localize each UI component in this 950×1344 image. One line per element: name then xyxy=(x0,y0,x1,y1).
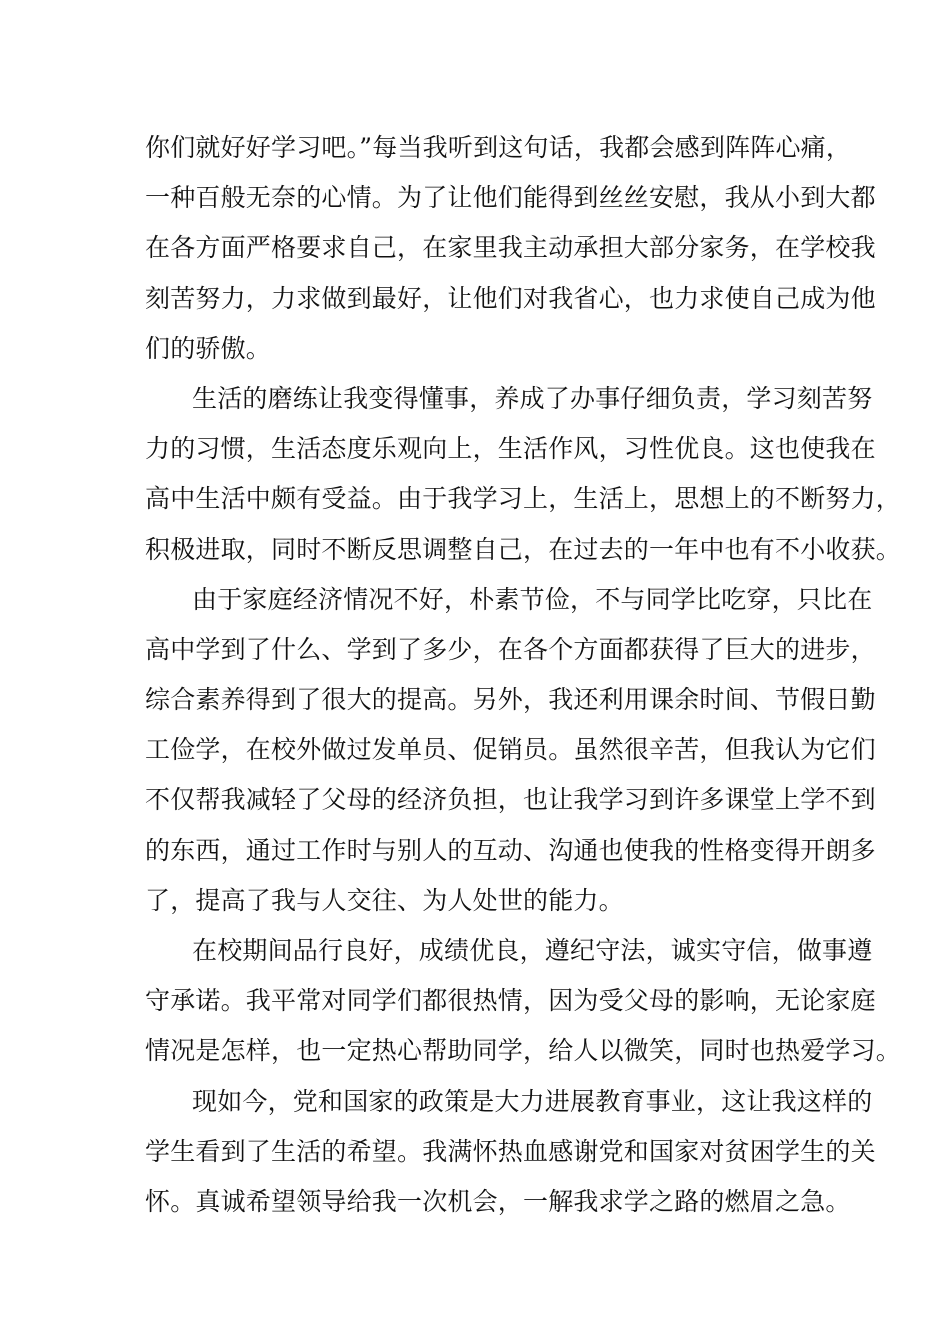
text-line: 综合素养得到了很大的提高。另外，我还利用课余时间、节假日勤 xyxy=(145,685,876,715)
text-line: 们的骄傲。 xyxy=(145,333,272,363)
paragraph-first-line: 生活的磨练让我变得懂事，养成了办事仔细负责，学习刻苦努 xyxy=(192,383,873,413)
text-line: 高中学到了什么、学到了多少，在各个方面都获得了巨大的进步， xyxy=(145,634,876,664)
text-line: 高中生活中颇有受益。由于我学习上，生活上，思想上的不断努力， xyxy=(145,484,902,514)
text-line: 一种百般无奈的心情。为了让他们能得到丝丝安慰，我从小到大都 xyxy=(145,183,876,213)
text-line: 在各方面严格要求自己，在家里我主动承担大部分家务，在学校我 xyxy=(145,233,876,263)
text-line: 的东西，通过工作时与别人的互动、沟通也使我的性格变得开朗多 xyxy=(145,835,876,865)
text-line: 学生看到了生活的希望。我满怀热血感谢党和国家对贫困学生的关 xyxy=(145,1136,876,1166)
paragraph-first-line: 由于家庭经济情况不好，朴素节俭，不与同学比吃穿，只比在 xyxy=(192,584,873,614)
text-line: 情况是怎样，也一定热心帮助同学，给人以微笑，同时也热爱学习。 xyxy=(145,1036,902,1066)
paragraph-first-line: 现如今，党和国家的政策是大力进展教育事业，这让我这样的 xyxy=(192,1086,873,1116)
text-line: 了，提高了我与人交往、为人处世的能力。 xyxy=(145,885,624,915)
text-line: 刻苦努力，力求做到最好，让他们对我省心，也力求使自己成为他 xyxy=(145,283,876,313)
body-text xyxy=(145,123,902,1227)
paragraph-first-line: 在校期间品行良好，成绩优良，遵纪守法，诚实守信，做事遵 xyxy=(192,936,873,965)
text-line: 积极进取，同时不断反思调整自己，在过去的一年中也有不小收获。 xyxy=(145,534,902,564)
text-line: 守承诺。我平常对同学们都很热情，因为受父母的影响，无论家庭 xyxy=(145,986,876,1016)
text-line: 怀。真诚希望领导给我一次机会，一解我求学之路的燃眉之急。 xyxy=(145,1186,851,1216)
text-line: 你们就好好学习吧。”每当我听到这句话，我都会感到阵阵心痛， xyxy=(145,133,852,162)
text-line: 不仅帮我减轻了父母的经济负担，也让我学习到许多课堂上学不到 xyxy=(145,785,876,815)
text-line: 力的习惯，生活态度乐观向上，生活作风，习性优良。这也使我在 xyxy=(145,434,876,464)
text-line: 工俭学，在校外做过发单员、促销员。虽然很辛苦，但我认为它们 xyxy=(145,735,876,765)
